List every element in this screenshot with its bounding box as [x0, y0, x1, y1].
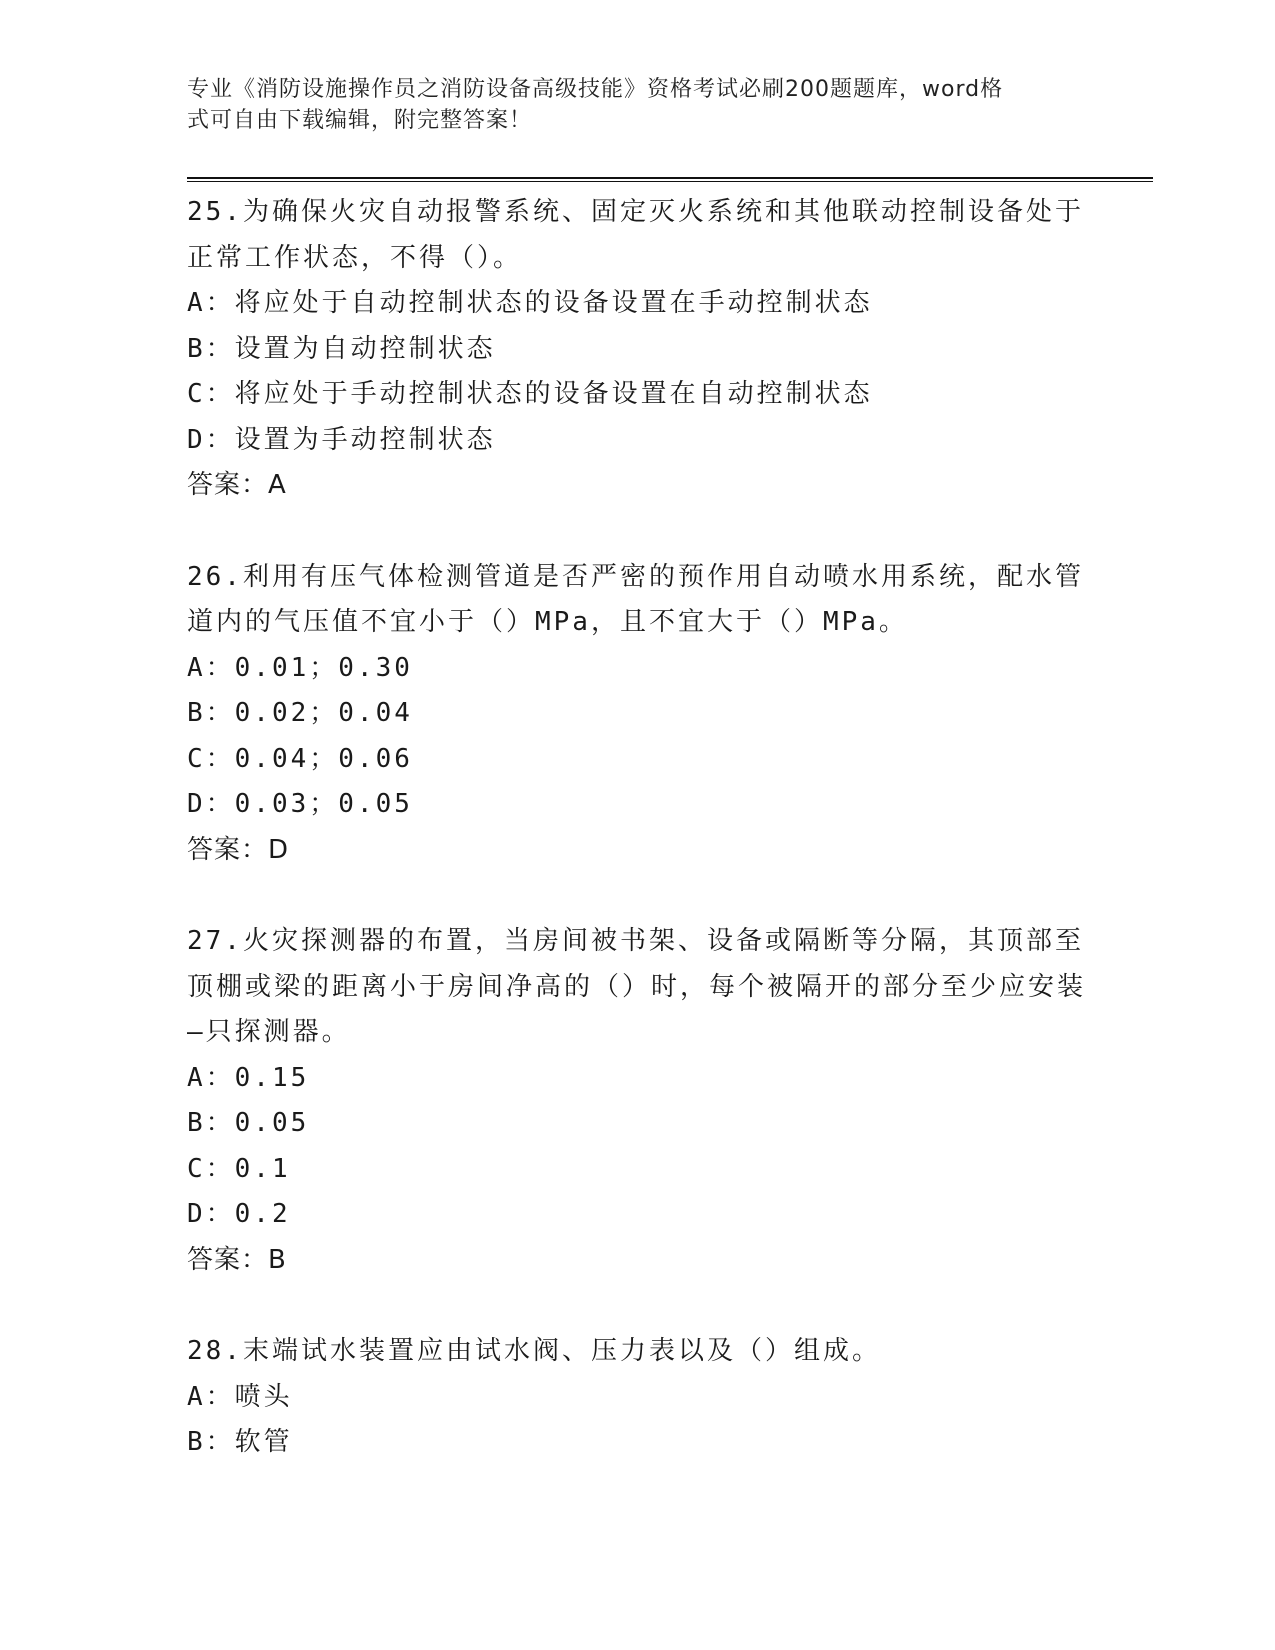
question-text: 25.为确保火灾自动报警系统、固定灭火系统和其他联动控制设备处于正常工作状态，不得（）。 — [187, 197, 1084, 273]
question-text: 26.利用有压气体检测管道是否严密的预作用自动喷水用系统，配水管道内的气压值不宜小于（）MPa，且不宜大于（）MPa。 — [187, 561, 1084, 637]
question-26 — [187, 555, 1087, 874]
question-text: 27.火灾探测器的布置，当房间被书架、设备或隔断等分隔，其顶部至顶棚或梁的距离小于房间净高的（）时，每个被隔开的部分至少应安装—只探测器。 — [187, 926, 1087, 1047]
option-d: D：0.2 — [187, 1199, 291, 1229]
option-a: A：将应处于自动控制状态的设备设置在手动控制状态 — [187, 288, 873, 318]
option-b: B：0.02；0.04 — [187, 698, 413, 728]
question-text: 28.末端试水装置应由试水阀、压力表以及（）组成。 — [187, 1336, 881, 1366]
header-line-1: 专业《消防设施操作员之消防设备高级技能》资格考试必刷200题题库，word格 — [187, 77, 1004, 102]
header-divider — [187, 177, 1153, 182]
option-b: B：0.05 — [187, 1108, 310, 1138]
header-line-2: 式可自由下载编辑，附完整答案！ — [187, 108, 533, 133]
option-c: C：将应处于手动控制状态的设备设置在自动控制状态 — [187, 379, 873, 409]
option-c: C：0.04；0.06 — [187, 743, 413, 774]
option-b: B：设置为自动控制状态 — [187, 333, 496, 364]
option-a: A：喷头 — [187, 1381, 293, 1412]
option-b: B：软管 — [187, 1427, 293, 1457]
option-d: D：设置为手动控制状态 — [187, 424, 496, 455]
question-28 — [187, 1329, 1087, 1466]
option-a: A：0.15 — [187, 1062, 310, 1093]
answer-line: 答案：A — [187, 470, 287, 500]
option-d: D：0.03；0.05 — [187, 789, 413, 819]
answer-line: 答案：D — [187, 834, 290, 865]
option-c: C：0.1 — [187, 1153, 291, 1184]
document-header — [187, 74, 1067, 136]
answer-line: 答案：B — [187, 1244, 287, 1275]
question-27 — [187, 919, 1087, 1283]
option-a: A：0.01；0.30 — [187, 652, 413, 683]
question-list — [187, 190, 1087, 1512]
question-25 — [187, 190, 1087, 509]
